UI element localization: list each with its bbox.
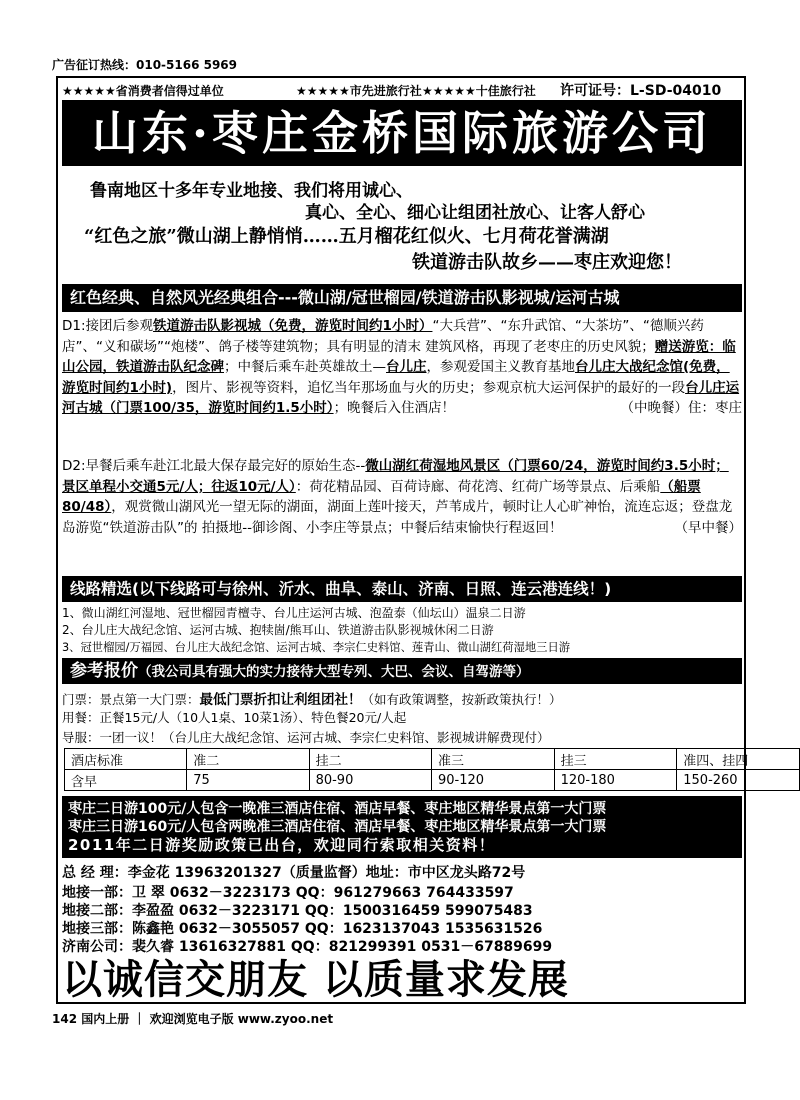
day1-meals: （中晚餐）住：枣庄 — [620, 400, 742, 416]
section-price-reference — [62, 658, 742, 684]
ticket-note: （如有政策调整，按新政策执行！） — [361, 692, 562, 707]
itinerary-day-1 — [62, 316, 742, 450]
day1-text: 接团后参观 — [85, 318, 154, 334]
table-cell: 75 — [187, 770, 309, 791]
ticket-discount: 最低门票折扣让利组团社！ — [199, 692, 362, 708]
award-top-ten: ★★★★★十佳旅行社 — [422, 84, 536, 98]
day2-meals: （早中餐） — [674, 519, 742, 536]
table-cell: 120-180 — [554, 770, 677, 791]
day1-text: ；中餐后乘车赴英雄故土— — [224, 359, 386, 375]
table-header-row — [65, 749, 800, 770]
day2-text: 早餐后乘车赴江北最大保存最完好的原始生态-- — [85, 458, 366, 474]
day2-text: ，观赏微山湖风光一望无际的湖面，湖面上莲叶接天，芦苇成片，顿时让人心旷神怡，流连忘返；登盘龙岛游览“铁道游击队”的 拍摄地--御诊阁、小李庄等景点；中餐后结束愉快行程返回！ — [62, 499, 733, 536]
day1-highlight: 铁道游击队影视城（免费，游览时间约1小时） — [153, 318, 433, 334]
ad-hotline: 广告征订热线：010-5166 5969 — [52, 58, 238, 72]
package-prices — [62, 796, 742, 858]
table-header-cell: 挂二 — [309, 749, 431, 770]
intro-line-2: 真心、全心、细心让组团社放心、让客人舒心 — [305, 203, 645, 223]
meal-info: 用餐：正餐15元/人（10人1桌、10菜1汤）、特色餐20元/人起 — [62, 710, 407, 725]
table-header-cell: 准二 — [187, 749, 309, 770]
day1-text: ，参观爱国主义教育基地 — [426, 359, 575, 375]
hotel-price-table — [64, 748, 800, 791]
guide-info: 导服：一团一议！（台儿庄大战纪念馆、运河古城、李宗仁史料馆、影视城讲解费现付） — [62, 730, 550, 745]
day1-highlight: 赠送游览：临山公园，铁道游击队纪念碑 — [62, 338, 736, 375]
section-classic-route: 红色经典、自然风光经典组合---微山湖/冠世榴园/铁道游击队影视城/运河古城 — [62, 284, 742, 312]
day1-highlight: 台儿庄 — [386, 359, 427, 375]
incentive-policy: 2011年二日游奖励政策已出台，欢迎同行索取相关资料！ — [68, 836, 496, 854]
table-header-cell: 准三 — [432, 749, 555, 770]
license-number: 许可证号：L-SD-04010 — [560, 83, 722, 99]
award-bar — [60, 80, 744, 100]
day1-text: “大兵营”、“东升武馆、“大茶坊”、“德顺兴药店”、“义和碳场”“炮楼”、鸽子楼等建筑物；具有明显的清末 建筑风格，再现了老枣庄的历史风貌； — [62, 318, 704, 355]
route-item: 1、微山湖红河湿地、冠世榴园青檀寺、台儿庄运河古城、泡盈泰（仙坛山）温泉二日游 — [62, 606, 526, 620]
intro-line-1: 鲁南地区十多年专业地接、我们将用诚心、 — [90, 181, 413, 201]
table-header-cell: 准四、挂四 — [677, 749, 800, 770]
award-city-advanced: ★★★★★市先进旅行社 — [296, 84, 422, 98]
intro-line-4: 铁道游击队故乡——枣庄欢迎您！ — [412, 252, 682, 273]
itinerary-day-2 — [62, 456, 742, 572]
route-item: 3、冠世榴园/万福园、台儿庄大战纪念馆、运河古城、李宗仁史料馆、莲青山、微山湖红荷湿地三日游 — [62, 641, 571, 654]
table-row — [65, 770, 800, 791]
ticket-info — [62, 688, 562, 708]
price-section-subtitle: （我公司具有强大的实力接待大型专列、大巴、会议、自驾游等） — [138, 664, 530, 680]
table-cell: 80-90 — [309, 770, 431, 791]
company-title: 山东·枣庄金桥国际旅游公司 — [62, 100, 742, 166]
day2-highlight: （船票80/48） — [62, 478, 701, 515]
section-route-selection: 线路精选(以下线路可与徐州、沂水、曲阜、泰山、济南、日照、连云港连线！) — [62, 576, 742, 602]
table-header-cell: 挂三 — [554, 749, 677, 770]
contact-jinan-branch: 济南公司：裴久睿 13616327881 QQ：821299391 0531－67889699 — [62, 939, 553, 955]
table-cell: 90-120 — [432, 770, 555, 791]
contact-general-manager: 总 经 理：李金花 13963201327（质量监督）地址：市中区龙头路72号 — [62, 865, 526, 881]
day1-text: ；晚餐后入住酒店！ — [333, 400, 456, 416]
day2-highlight: 微山湖红荷湿地风景区（门票60/24，游览时间约3.5小时；景区单程小交通5元/人；往返10元/人） — [62, 458, 729, 495]
package-two-day: 枣庄二日游100元/人包含一晚准三酒店住宿、酒店早餐、枣庄地区精华景点第一大门票 — [68, 801, 607, 817]
route-item: 2、台儿庄大战纪念馆、运河古城、抱犊崮/熊耳山、铁道游击队影视城休闲二日游 — [62, 623, 494, 637]
table-header-cell: 酒店标准 — [65, 749, 187, 770]
contact-dept-2: 地接二部：李盈盈 0632－3223171 QQ：1500316459 599075483 — [62, 903, 533, 919]
company-slogan: 以诚信交朋友 以质量求发展 — [62, 956, 569, 1003]
intro-line-3: “红色之旅”微山湖上静悄悄……五月榴花红似火、七月荷花誉满湖 — [84, 226, 609, 247]
contact-dept-1: 地接一部：卫 翠 0632－3223173 QQ：961279663 764433597 — [62, 885, 514, 901]
day1-highlight: 台儿庄运河古城（门票100/35，游览时间约1.5小时） — [62, 379, 740, 416]
page-footer: 142 国内上册 ｜ 欢迎浏览电子版 www.zyoo.net — [52, 1012, 334, 1026]
package-three-day: 枣庄三日游160元/人包含两晚准三酒店住宿、酒店早餐、枣庄地区精华景点第一大门票 — [68, 819, 607, 835]
table-cell: 150-260 — [677, 770, 800, 791]
day1-highlight: 台儿庄大战纪念馆(免费，游览时间约1小时) — [62, 359, 730, 396]
award-consumer-trust: ★★★★★省消费者信得过单位 — [62, 84, 224, 98]
day1-label: D1: — [62, 318, 86, 334]
price-section-title: 参考报价 — [70, 661, 138, 681]
table-cell: 含早 — [65, 770, 187, 791]
contact-dept-3: 地接三部：陈鑫艳 0632－3055057 QQ：1623137043 1535631526 — [62, 921, 543, 937]
day1-text: ，图片、影视等资料，追忆当年那场血与火的历史；参观京杭大运河保护的最好的一段 — [172, 379, 686, 396]
ticket-label: 门票：景点第一大门票： — [62, 692, 200, 707]
day2-label: D2: — [62, 458, 86, 474]
day2-text: ：荷花精品园、百荷诗廊、荷花湾、红荷广场等景点、后乘船 — [295, 478, 661, 495]
